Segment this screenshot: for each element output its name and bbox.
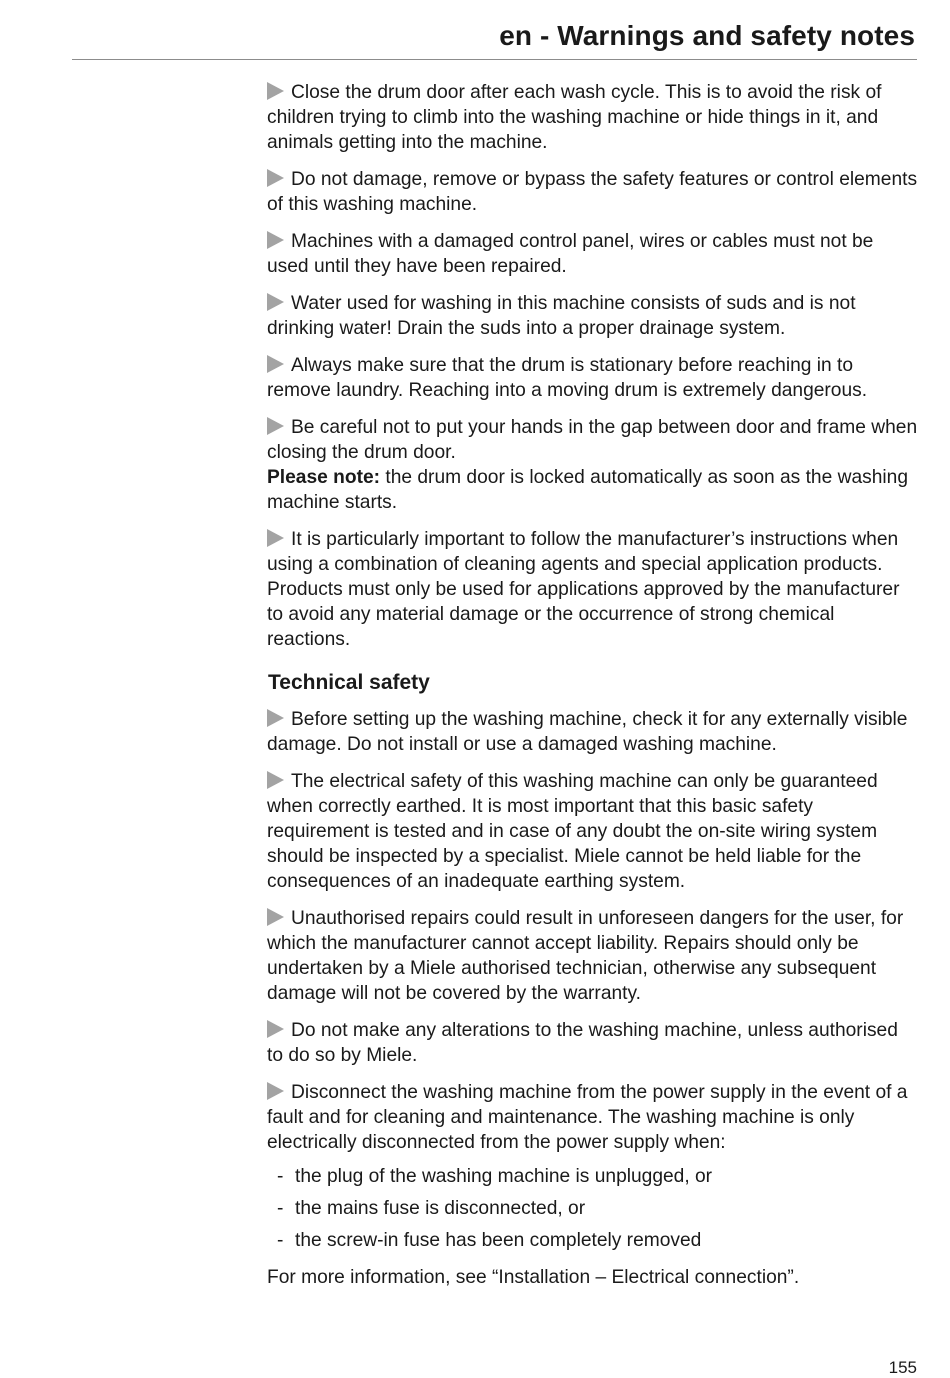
warning-text: The electrical safety of this washing machine can only be guaranteed when correctly earthed. It is most important that this basic safety requirement is tested and in case of any doubt the on-site wiring system should be inspected by a specialist. Miele cannot be held liable for the consequences of an inadequate earthing system. [267, 771, 878, 892]
disconnect-conditions-list [267, 1161, 919, 1257]
triangle-bullet-icon [267, 771, 284, 789]
warning-item [267, 229, 919, 279]
triangle-bullet-icon [267, 1020, 284, 1038]
more-information-note: For more information, see “Installation – Electrical connection”. [267, 1267, 800, 1288]
triangle-bullet-icon [267, 231, 284, 249]
warning-item [267, 415, 919, 515]
warning-item [267, 707, 919, 757]
warning-text: Be careful not to put your hands in the gap between door and frame when closing the drum door. [267, 417, 918, 463]
page-number: 155 [888, 1358, 917, 1377]
warning-item [267, 1018, 919, 1068]
warning-item [267, 769, 919, 894]
warning-item [267, 527, 919, 652]
page-title: en - Warnings and safety notes [499, 20, 915, 51]
list-item [267, 1161, 919, 1193]
list-item-text: the screw-in fuse has been completely removed [295, 1230, 702, 1251]
list-item-text: the mains fuse is disconnected, or [295, 1198, 586, 1219]
section-heading-technical-safety: Technical safety [268, 671, 430, 694]
warning-item [267, 1080, 919, 1155]
warning-text: Before setting up the washing machine, check it for any externally visible damage. Do not install or use a damaged washing machine. [267, 709, 908, 755]
list-item [267, 1193, 919, 1225]
main-content [267, 80, 919, 1302]
dash-bullet: - [277, 1230, 284, 1251]
warning-text: Water used for washing in this machine consists of suds and is not drinking water! Drain the suds into a proper drainage system. [267, 293, 856, 339]
triangle-bullet-icon [267, 293, 284, 311]
warning-text: Unauthorised repairs could result in unforeseen dangers for the user, for which the manufacturer cannot accept liability. Repairs should only be undertaken by a Miele authorised technician, otherwise any subsequent damage will not be covered by the warranty. [267, 908, 904, 1004]
triangle-bullet-icon [267, 709, 284, 727]
warning-text: Do not make any alterations to the washing machine, unless authorised to do so by Miele. [267, 1020, 898, 1066]
warning-text: Machines with a damaged control panel, wires or cables must not be used until they have been repaired. [267, 231, 874, 277]
page-header [72, 18, 917, 60]
list-item-text: the plug of the washing machine is unplugged, or [295, 1166, 713, 1187]
warning-text: Close the drum door after each wash cycle. This is to avoid the risk of children trying to climb into the washing machine or hide things in it, and animals getting into the machine. [267, 82, 882, 153]
triangle-bullet-icon [267, 529, 284, 547]
triangle-bullet-icon [267, 1082, 284, 1100]
dash-bullet: - [277, 1166, 284, 1187]
warning-text: It is particularly important to follow the manufacturer’s instructions when using a combination of cleaning agents and special application products. Products must only be used for applications approved by the manufacturer to avoid any material damage or the occurrence of strong chemical reactions. [267, 529, 900, 650]
triangle-bullet-icon [267, 355, 284, 373]
warning-text: Disconnect the washing machine from the power supply in the event of a fault and for cleaning and maintenance. The washing machine is only electrically disconnected from the power supply when: [267, 1082, 908, 1153]
warning-item [267, 906, 919, 1006]
triangle-bullet-icon [267, 908, 284, 926]
triangle-bullet-icon [267, 417, 284, 435]
warning-item [267, 353, 919, 403]
warning-item [267, 167, 919, 217]
warning-item [267, 80, 919, 155]
triangle-bullet-icon [267, 169, 284, 187]
warning-text: Always make sure that the drum is stationary before reaching in to remove laundry. Reaching into a moving drum is extremely dangerous. [267, 355, 868, 401]
list-item [267, 1225, 919, 1257]
warning-item [267, 291, 919, 341]
triangle-bullet-icon [267, 82, 284, 100]
note-label: Please note: [267, 467, 381, 488]
warning-text: Do not damage, remove or bypass the safety features or control elements of this washing machine. [267, 169, 918, 215]
dash-bullet: - [277, 1198, 284, 1219]
note-text: the drum door is locked automatically as soon as the washing machine starts. [267, 467, 908, 513]
